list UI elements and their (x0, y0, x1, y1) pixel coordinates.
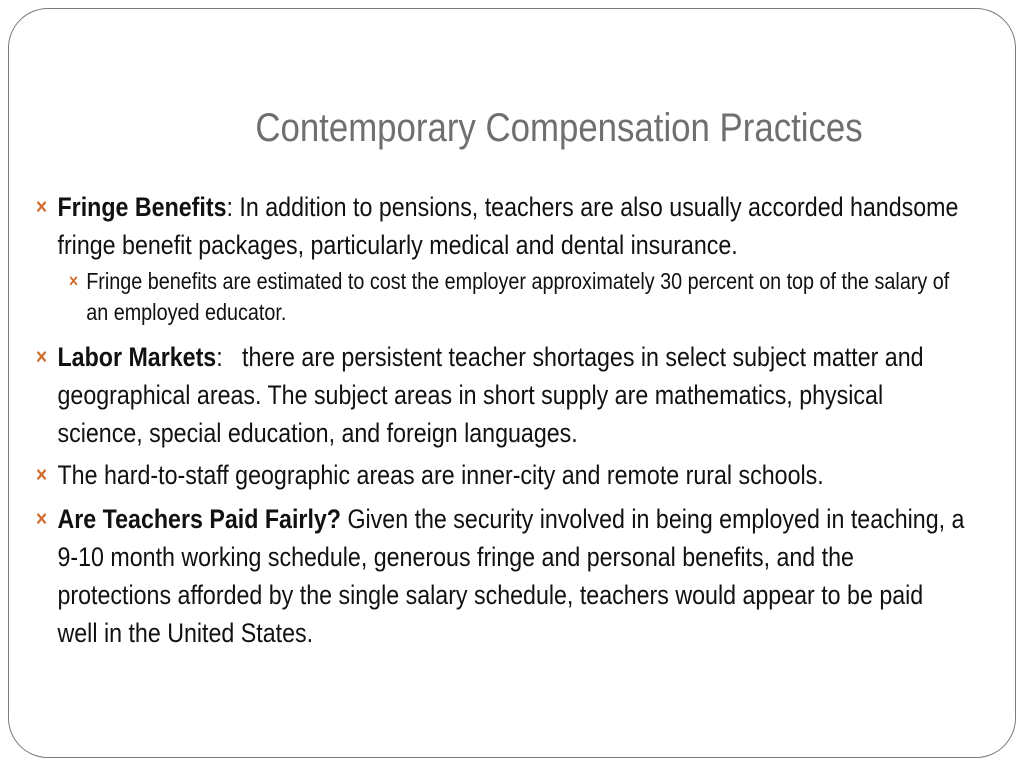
x-bullet-icon: × (36, 506, 48, 531)
x-bullet-icon: × (36, 462, 48, 487)
bullet-separator: : (216, 342, 223, 372)
bullet-item-labor-markets (36, 338, 965, 452)
bullet-body: In addition to pensions, teachers are also usually accorded handsome fringe benefit packages, particularly medical and dental insurance. (57, 192, 959, 260)
bullet-label: Fringe Benefits (57, 192, 227, 222)
bullet-item-hard-to-staff (36, 456, 965, 494)
x-bullet-icon: × (36, 344, 48, 369)
bullet-text: The hard-to-staff geographic areas are inner-city and remote rural schools. (57, 460, 824, 490)
bullet-body: there are persistent teacher shortages in select subject matter and geographical areas. The subject areas in short supply are mathematics, physical science, special education, and foreign languages. (57, 342, 930, 448)
bullet-separator: : (226, 192, 233, 222)
bullet-body: Given the security involved in being employed in teaching, a 9-10 month working schedule, generous fringe and personal benefits, and the protections afforded by the single salary schedule, teachers would appear to be paid well in the United States. (57, 504, 965, 648)
bullet-label: Labor Markets (57, 342, 217, 372)
bullet-text (36, 338, 965, 452)
sub-bullet-text: Fringe benefits are estimated to cost the employer approximately 30 percent on top of the salary of an employed educator. (86, 268, 950, 325)
x-bullet-icon: × (69, 271, 79, 291)
bullet-label: Are Teachers Paid Fairly? (57, 504, 342, 534)
sub-bullet-item-fringe-cost (69, 266, 963, 328)
slide-title: Contemporary Compensation Practices (255, 106, 863, 150)
slide-content (36, 188, 996, 652)
x-bullet-icon: × (36, 194, 48, 219)
bullet-item-fringe-benefits (36, 188, 965, 264)
bullet-text (36, 188, 965, 264)
bullet-item-paid-fairly (36, 500, 965, 652)
bullet-text (36, 500, 965, 652)
